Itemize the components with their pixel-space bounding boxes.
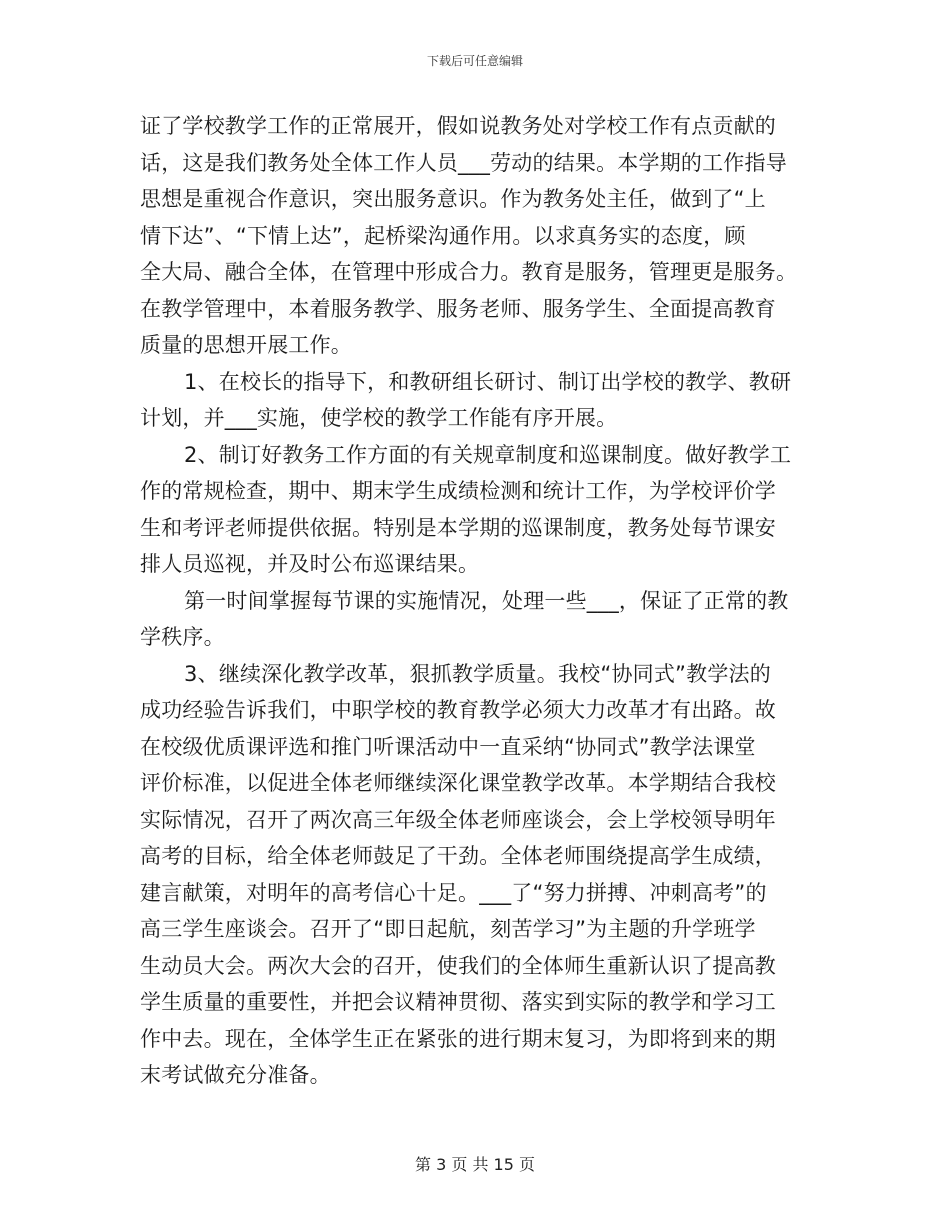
- body-line: 作中去。现在，全体学生正在紧张的进行期末复习，为即将到来的期: [140, 1026, 776, 1051]
- body-line: 高三学生座谈会。召开了“即日起航，刻苦学习”为主题的升学班学: [140, 917, 756, 941]
- body-line: 高考的目标，给全体老师鼓足了干劲。全体老师围绕提高学生成绩，: [140, 844, 776, 868]
- document-body: [140, 108, 810, 1094]
- body-line: 思想是重视合作意识，突出服务意识。作为教务处主任，做到了“上: [140, 187, 766, 211]
- body-line: 1、在校长的指导下，和教研组长研讨、制订出学校的教学、教研: [184, 369, 792, 394]
- body-line: 学秩序。: [140, 625, 225, 649]
- body-line: 情下达”、“下情上达”，起桥梁沟通作用。以求真务实的态度，顾: [140, 223, 746, 248]
- body-line: 生和考评老师提供依据。特别是本学期的巡课制度，教务处每节课安: [140, 515, 776, 540]
- body-line: 生动员大会。两次大会的召开，使我们的全体师生重新认识了提高教: [140, 953, 776, 978]
- body-line: 3、继续深化教学改革，狠抓教学质量。我校“协同式”教学法的: [184, 661, 771, 686]
- body-line: 话，这是我们教务处全体工作人员___劳动的结果。本学期的工作指导: [140, 150, 787, 175]
- body-line: 末考试做充分准备。: [140, 1063, 331, 1087]
- page-number: 第 3 页 共 15 页: [415, 1155, 535, 1174]
- body-line: 质量的思想开展工作。: [140, 333, 352, 357]
- body-line: 证了学校教学工作的正常展开，假如说教务处对学校工作有点贡献的: [140, 114, 776, 138]
- body-line: 在教学管理中，本着服务教学、服务老师、服务学生、全面提高教育: [140, 296, 776, 321]
- body-line: 评价标准，以促进全体老师继续深化课堂教学改革。本学期结合我校: [140, 771, 776, 795]
- body-line: 作的常规检查，期中、期末学生成绩检测和统计工作，为学校评价学: [140, 479, 776, 503]
- body-line: 实际情况，召开了两次高三年级全体老师座谈会，会上学校领导明年: [140, 807, 776, 832]
- body-line: 在校级优质课评选和推门听课活动中一直采纳“协同式”教学法课堂: [140, 734, 756, 759]
- body-line: 建言献策，对明年的高考信心十足。___了“努力拼搏、冲刺高考”的: [140, 880, 767, 905]
- body-line: 成功经验告诉我们，中职学校的教育教学必须大力改革才有出路。故: [140, 698, 776, 722]
- body-line: 学生质量的重要性，并把会议精神贯彻、落实到实际的教学和学习工: [140, 990, 776, 1014]
- page-header-note: 下载后可任意编辑: [426, 54, 523, 68]
- body-line: 全大局、融合全体，在管理中形成合力。教育是服务，管理更是服务。: [140, 260, 798, 284]
- body-line: 计划，并___实施，使学校的教学工作能有序开展。: [140, 406, 618, 430]
- body-line: 第一时间掌握每节课的实施情况，处理一些___，保证了正常的教: [184, 588, 789, 613]
- body-line: 排人员巡视，并及时公布巡课结果。: [140, 552, 480, 576]
- body-line: 2、制订好教务工作方面的有关规章制度和巡课制度。做好教学工: [184, 442, 792, 467]
